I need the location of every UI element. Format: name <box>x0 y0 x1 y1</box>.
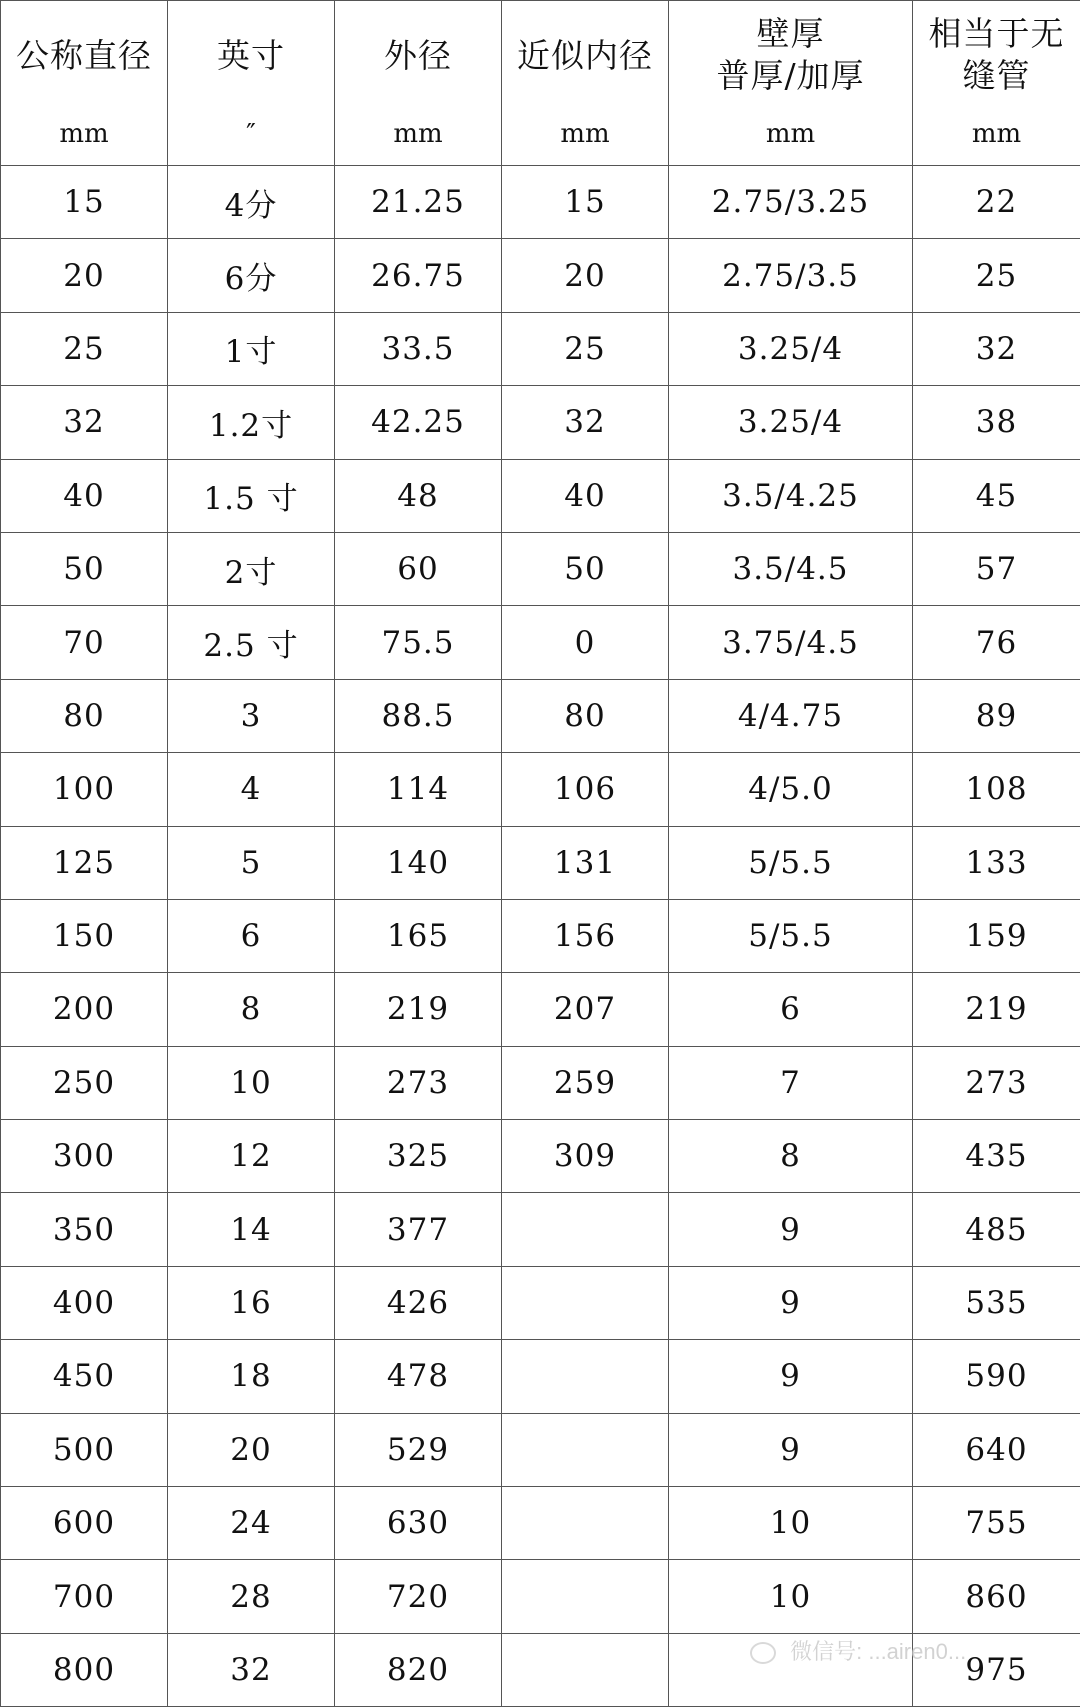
table-cell-outer-diameter <box>335 1046 502 1119</box>
table-row <box>1 459 1080 532</box>
header-unit: mm <box>393 119 443 149</box>
header-title-line: 英寸 <box>217 36 285 75</box>
cell-value: 8 <box>780 1138 801 1175</box>
header-title-line: 普厚/加厚 <box>716 56 865 95</box>
cell-value: 140 <box>386 844 450 881</box>
table-row <box>1 532 1080 605</box>
table-cell-inch <box>168 1560 335 1633</box>
cell-value: 6分 <box>224 261 278 298</box>
cell-value: 15 <box>63 184 105 221</box>
table-cell-seamless-equivalent <box>913 459 1080 532</box>
cell-value: 9 <box>780 1358 801 1395</box>
table-cell-inch <box>168 753 335 826</box>
cell-value: 4 <box>240 771 262 808</box>
table-cell-approx-inner-diameter <box>502 1413 669 1486</box>
table-cell-nominal-diameter <box>1 1046 168 1119</box>
table-cell-seamless-equivalent <box>913 973 1080 1046</box>
header-title-line: 缝管 <box>962 56 1031 95</box>
cell-value: 5/5.5 <box>748 844 833 881</box>
header-cell-approx-inner-diameter <box>502 1 669 166</box>
table-cell-inch <box>168 1633 335 1706</box>
cell-value: 450 <box>52 1358 116 1395</box>
table-cell-outer-diameter <box>335 239 502 312</box>
cell-value: 45 <box>975 477 1018 514</box>
header-unit: mm <box>59 119 109 149</box>
table-cell-approx-inner-diameter <box>502 753 669 826</box>
table-cell-inch <box>168 312 335 385</box>
cell-value: 3.5/4.25 <box>722 477 859 514</box>
cell-value: 28 <box>230 1578 272 1615</box>
table-cell-wall-thickness <box>669 1046 913 1119</box>
cell-value: 0 <box>574 624 596 661</box>
table-cell-outer-diameter <box>335 166 502 239</box>
table-cell-wall-thickness <box>669 1560 913 1633</box>
table-cell-inch <box>168 166 335 239</box>
table-row <box>1 1120 1080 1193</box>
table-cell-nominal-diameter <box>1 1413 168 1486</box>
header-title <box>502 35 668 77</box>
cell-value: 755 <box>965 1505 1028 1542</box>
header-cell-inch <box>168 1 335 166</box>
cell-value: 20 <box>230 1431 272 1468</box>
cell-value: 9 <box>780 1431 801 1468</box>
cell-value: 273 <box>965 1064 1028 1101</box>
table-cell-outer-diameter <box>335 973 502 1046</box>
table-cell-approx-inner-diameter <box>502 166 669 239</box>
header-title <box>335 35 501 77</box>
cell-value: 219 <box>386 991 450 1028</box>
cell-value: 50 <box>564 551 606 588</box>
cell-value: 10 <box>230 1064 272 1101</box>
table-cell-outer-diameter <box>335 899 502 972</box>
cell-value: 273 <box>386 1064 450 1101</box>
cell-value: 125 <box>52 844 116 881</box>
table-cell-nominal-diameter <box>1 1560 168 1633</box>
table-row <box>1 1340 1080 1413</box>
table-cell-wall-thickness <box>669 606 913 679</box>
cell-value: 9 <box>780 1211 801 1248</box>
cell-value: 12 <box>230 1138 272 1175</box>
table-cell-nominal-diameter <box>1 1340 168 1413</box>
cell-value: 21.25 <box>371 184 465 221</box>
table-cell-approx-inner-diameter <box>502 1340 669 1413</box>
cell-value: 60 <box>397 551 439 588</box>
cell-value: 10 <box>769 1505 812 1542</box>
table-cell-seamless-equivalent <box>913 386 1080 459</box>
cell-value: 500 <box>52 1431 116 1468</box>
cell-value: 32 <box>564 404 606 441</box>
cell-value: 18 <box>230 1358 272 1395</box>
table-cell-nominal-diameter <box>1 1120 168 1193</box>
cell-value: 24 <box>230 1505 272 1542</box>
table-cell-nominal-diameter <box>1 532 168 605</box>
table-cell-wall-thickness <box>669 1340 913 1413</box>
cell-value: 259 <box>553 1064 617 1101</box>
cell-value: 108 <box>965 771 1028 808</box>
table-cell-nominal-diameter <box>1 1487 168 1560</box>
table-cell-seamless-equivalent <box>913 239 1080 312</box>
table-cell-approx-inner-diameter <box>502 679 669 752</box>
header-unit: ″ <box>246 119 256 149</box>
table-cell-nominal-diameter <box>1 239 168 312</box>
header-row <box>1 1 1080 166</box>
header-unit: mm <box>765 119 816 149</box>
table-cell-approx-inner-diameter <box>502 1560 669 1633</box>
table-cell-wall-thickness <box>669 753 913 826</box>
cell-value: 114 <box>386 771 450 808</box>
cell-value: 1.2寸 <box>208 407 294 444</box>
cell-value: 300 <box>52 1138 116 1175</box>
table-cell-outer-diameter <box>335 1487 502 1560</box>
cell-value: 16 <box>230 1285 272 1322</box>
cell-value: 3.25/4 <box>737 404 844 441</box>
table-cell-seamless-equivalent <box>913 753 1080 826</box>
table-cell-wall-thickness <box>669 166 913 239</box>
table-cell-wall-thickness <box>669 312 913 385</box>
table-cell-seamless-equivalent <box>913 312 1080 385</box>
table-row <box>1 312 1080 385</box>
cell-value: 150 <box>52 918 116 955</box>
table-row <box>1 1560 1080 1633</box>
table-row <box>1 826 1080 899</box>
table-cell-approx-inner-diameter <box>502 312 669 385</box>
table-cell-outer-diameter <box>335 1340 502 1413</box>
table-cell-outer-diameter <box>335 679 502 752</box>
table-cell-outer-diameter <box>335 1120 502 1193</box>
table-row <box>1 973 1080 1046</box>
cell-value: 5 <box>240 844 262 881</box>
table-cell-wall-thickness <box>669 679 913 752</box>
table-cell-nominal-diameter <box>1 1633 168 1706</box>
cell-value: 309 <box>553 1138 617 1175</box>
table-cell-nominal-diameter <box>1 899 168 972</box>
table-cell-inch <box>168 239 335 312</box>
cell-value: 325 <box>386 1138 450 1175</box>
table-cell-wall-thickness <box>669 1413 913 1486</box>
table-cell-wall-thickness <box>669 239 913 312</box>
cell-value: 435 <box>965 1138 1028 1175</box>
table-cell-outer-diameter <box>335 312 502 385</box>
table-row <box>1 166 1080 239</box>
cell-value: 720 <box>386 1578 450 1615</box>
cell-value: 485 <box>965 1211 1028 1248</box>
table-cell-inch <box>168 1046 335 1119</box>
cell-value: 7 <box>780 1064 801 1101</box>
cell-value: 400 <box>52 1285 116 1322</box>
table-cell-seamless-equivalent <box>913 1633 1080 1706</box>
header-cell-nominal-diameter <box>1 1 168 166</box>
table-cell-nominal-diameter <box>1 973 168 1046</box>
header-title-line: 外径 <box>384 36 452 75</box>
table-cell-nominal-diameter <box>1 679 168 752</box>
cell-value: 2.75/3.25 <box>711 184 870 221</box>
header-cell-outer-diameter <box>335 1 502 166</box>
cell-value: 32 <box>975 330 1018 367</box>
cell-value: 5/5.5 <box>748 918 833 955</box>
table-cell-outer-diameter <box>335 1193 502 1266</box>
cell-value: 3.75/4.5 <box>722 624 859 661</box>
cell-value: 50 <box>63 551 105 588</box>
cell-value: 40 <box>63 477 105 514</box>
table-cell-wall-thickness <box>669 459 913 532</box>
cell-value: 42.25 <box>371 404 465 441</box>
table-cell-nominal-diameter <box>1 312 168 385</box>
cell-value: 3.25/4 <box>737 330 844 367</box>
table-row <box>1 1046 1080 1119</box>
cell-value: 57 <box>975 551 1018 588</box>
cell-value: 4分 <box>224 187 278 224</box>
table-row <box>1 1413 1080 1486</box>
cell-value: 80 <box>564 697 606 734</box>
cell-value: 38 <box>975 404 1018 441</box>
cell-value: 6 <box>240 918 262 955</box>
table-cell-approx-inner-diameter <box>502 1193 669 1266</box>
cell-value: 89 <box>975 697 1018 734</box>
table-body <box>1 166 1080 1707</box>
table-cell-outer-diameter <box>335 1266 502 1339</box>
table-cell-nominal-diameter <box>1 459 168 532</box>
table-cell-approx-inner-diameter <box>502 532 669 605</box>
cell-value: 478 <box>386 1358 450 1395</box>
header-title-line: 相当于无 <box>928 14 1065 53</box>
cell-value: 2寸 <box>224 554 278 591</box>
table-cell-inch <box>168 973 335 1046</box>
table-cell-wall-thickness <box>669 1120 913 1193</box>
table-cell-seamless-equivalent <box>913 899 1080 972</box>
table-cell-approx-inner-diameter <box>502 973 669 1046</box>
cell-value: 820 <box>386 1652 450 1688</box>
table-row <box>1 239 1080 312</box>
table-cell-seamless-equivalent <box>913 166 1080 239</box>
table-cell-nominal-diameter <box>1 606 168 679</box>
table-row <box>1 753 1080 826</box>
header-title-line: 壁厚 <box>756 14 825 53</box>
table-cell-approx-inner-diameter <box>502 606 669 679</box>
table-cell-seamless-equivalent <box>913 1560 1080 1633</box>
table-cell-approx-inner-diameter <box>502 1266 669 1339</box>
cell-value: 20 <box>63 257 105 294</box>
cell-value: 48 <box>397 477 439 514</box>
cell-value: 535 <box>965 1285 1028 1322</box>
cell-value: 2.5 寸 <box>203 628 299 665</box>
cell-value: 25 <box>63 330 105 367</box>
cell-value: 156 <box>553 918 617 955</box>
table-cell-nominal-diameter <box>1 166 168 239</box>
cell-value: 600 <box>52 1505 116 1542</box>
table-row <box>1 1266 1080 1339</box>
table-cell-seamless-equivalent <box>913 1413 1080 1486</box>
table-cell-inch <box>168 1340 335 1413</box>
cell-value: 350 <box>52 1211 116 1248</box>
cell-value: 88.5 <box>381 697 455 734</box>
table-cell-seamless-equivalent <box>913 1487 1080 1560</box>
header-title <box>1 35 167 77</box>
table-cell-outer-diameter <box>335 386 502 459</box>
cell-value: 1寸 <box>224 334 278 371</box>
cell-value: 426 <box>386 1285 450 1322</box>
cell-value: 106 <box>553 771 617 808</box>
header-cell-seamless-equivalent <box>913 1 1080 166</box>
header-title-line: 近似内径 <box>517 36 653 75</box>
cell-value: 76 <box>975 624 1018 661</box>
table-cell-wall-thickness <box>669 826 913 899</box>
table-cell-nominal-diameter <box>1 386 168 459</box>
table-cell-inch <box>168 679 335 752</box>
cell-value: 200 <box>52 991 116 1028</box>
table-cell-approx-inner-diameter <box>502 1046 669 1119</box>
cell-value: 2.75/3.5 <box>722 257 859 294</box>
cell-value: 14 <box>230 1211 272 1248</box>
table-cell-wall-thickness <box>669 1633 913 1706</box>
table-cell-wall-thickness <box>669 532 913 605</box>
table-cell-seamless-equivalent <box>913 826 1080 899</box>
table-cell-nominal-diameter <box>1 753 168 826</box>
cell-value: 590 <box>965 1358 1028 1395</box>
cell-value: 75.5 <box>381 624 455 661</box>
table-row <box>1 899 1080 972</box>
cell-value: 15 <box>564 184 606 221</box>
header-cell-wall-thickness <box>669 1 913 166</box>
table-cell-approx-inner-diameter <box>502 386 669 459</box>
cell-value: 6 <box>780 991 801 1028</box>
cell-value: 3.5/4.5 <box>732 551 849 588</box>
table-cell-outer-diameter <box>335 753 502 826</box>
table-cell-inch <box>168 532 335 605</box>
table-cell-inch <box>168 459 335 532</box>
table-row <box>1 1487 1080 1560</box>
table-cell-inch <box>168 1120 335 1193</box>
table-cell-inch <box>168 1193 335 1266</box>
table-cell-seamless-equivalent <box>913 1046 1080 1119</box>
table-cell-inch <box>168 386 335 459</box>
header-title-line: 公称直径 <box>16 36 152 75</box>
cell-value: 8 <box>240 991 262 1028</box>
table-row <box>1 386 1080 459</box>
cell-value: 250 <box>52 1064 116 1101</box>
cell-value: 133 <box>965 844 1028 881</box>
cell-value: 22 <box>975 184 1018 221</box>
cell-value: 25 <box>564 330 606 367</box>
table-cell-outer-diameter <box>335 459 502 532</box>
header-title <box>168 35 334 77</box>
table-cell-approx-inner-diameter <box>502 826 669 899</box>
table-cell-inch <box>168 1266 335 1339</box>
table-cell-outer-diameter <box>335 606 502 679</box>
cell-value: 219 <box>965 991 1028 1028</box>
cell-value: 40 <box>564 477 606 514</box>
table-cell-wall-thickness <box>669 386 913 459</box>
cell-value: 640 <box>965 1431 1028 1468</box>
cell-value: 10 <box>769 1578 812 1615</box>
table-cell-approx-inner-diameter <box>502 1487 669 1560</box>
table-cell-seamless-equivalent <box>913 532 1080 605</box>
table-cell-seamless-equivalent <box>913 1120 1080 1193</box>
cell-value: 20 <box>564 257 606 294</box>
table-cell-seamless-equivalent <box>913 679 1080 752</box>
cell-value: 25 <box>975 257 1018 294</box>
cell-value: 860 <box>965 1578 1028 1615</box>
cell-value: 165 <box>386 918 450 955</box>
cell-value: 529 <box>386 1431 450 1468</box>
cell-value: 3 <box>240 697 262 734</box>
table-cell-outer-diameter <box>335 1413 502 1486</box>
table-cell-inch <box>168 1487 335 1560</box>
table-row <box>1 1193 1080 1266</box>
cell-value: 100 <box>52 771 116 808</box>
cell-value: 4/5.0 <box>748 771 833 808</box>
cell-value: 4/4.75 <box>737 697 844 734</box>
table-cell-approx-inner-diameter <box>502 1633 669 1706</box>
cell-value: 630 <box>386 1505 450 1542</box>
table-cell-wall-thickness <box>669 899 913 972</box>
table-cell-approx-inner-diameter <box>502 899 669 972</box>
cell-value: 377 <box>386 1211 450 1248</box>
cell-value: 9 <box>780 1285 801 1322</box>
table-cell-nominal-diameter <box>1 1193 168 1266</box>
table-cell-wall-thickness <box>669 1487 913 1560</box>
cell-value: 80 <box>63 697 105 734</box>
table-cell-wall-thickness <box>669 1266 913 1339</box>
cell-value: 800 <box>52 1652 116 1688</box>
table-cell-outer-diameter <box>335 532 502 605</box>
table-cell-inch <box>168 899 335 972</box>
table-cell-approx-inner-diameter <box>502 1120 669 1193</box>
cell-value: 159 <box>965 918 1028 955</box>
table-row <box>1 606 1080 679</box>
table-cell-approx-inner-diameter <box>502 459 669 532</box>
cell-value: 32 <box>63 404 105 441</box>
table-cell-inch <box>168 1413 335 1486</box>
table-cell-seamless-equivalent <box>913 606 1080 679</box>
cell-value: 32 <box>230 1652 272 1688</box>
cell-value: 975 <box>965 1652 1028 1688</box>
cell-value: 131 <box>553 844 617 881</box>
table-cell-seamless-equivalent <box>913 1193 1080 1266</box>
cell-value: 70 <box>63 624 105 661</box>
header-unit: mm <box>971 119 1022 149</box>
table-cell-nominal-diameter <box>1 826 168 899</box>
table-cell-outer-diameter <box>335 826 502 899</box>
cell-value: 700 <box>52 1578 116 1615</box>
watermark-text: 微信号: ...airen0... <box>790 1639 967 1664</box>
cell-value: 1.5 寸 <box>203 481 299 518</box>
table-cell-outer-diameter <box>335 1633 502 1706</box>
table-cell-nominal-diameter <box>1 1266 168 1339</box>
table-row <box>1 1633 1080 1706</box>
table-cell-inch <box>168 826 335 899</box>
header-title <box>913 13 1080 97</box>
header-unit: mm <box>560 119 610 149</box>
header-title <box>669 13 912 97</box>
table-cell-inch <box>168 606 335 679</box>
table-row <box>1 679 1080 752</box>
table-cell-outer-diameter <box>335 1560 502 1633</box>
cell-value: 33.5 <box>381 330 455 367</box>
table-cell-wall-thickness <box>669 1193 913 1266</box>
table-cell-seamless-equivalent <box>913 1266 1080 1339</box>
cell-value: 26.75 <box>371 257 465 294</box>
table-cell-seamless-equivalent <box>913 1340 1080 1413</box>
table-cell-approx-inner-diameter <box>502 239 669 312</box>
cell-value: 207 <box>553 991 617 1028</box>
table-cell-wall-thickness <box>669 973 913 1046</box>
